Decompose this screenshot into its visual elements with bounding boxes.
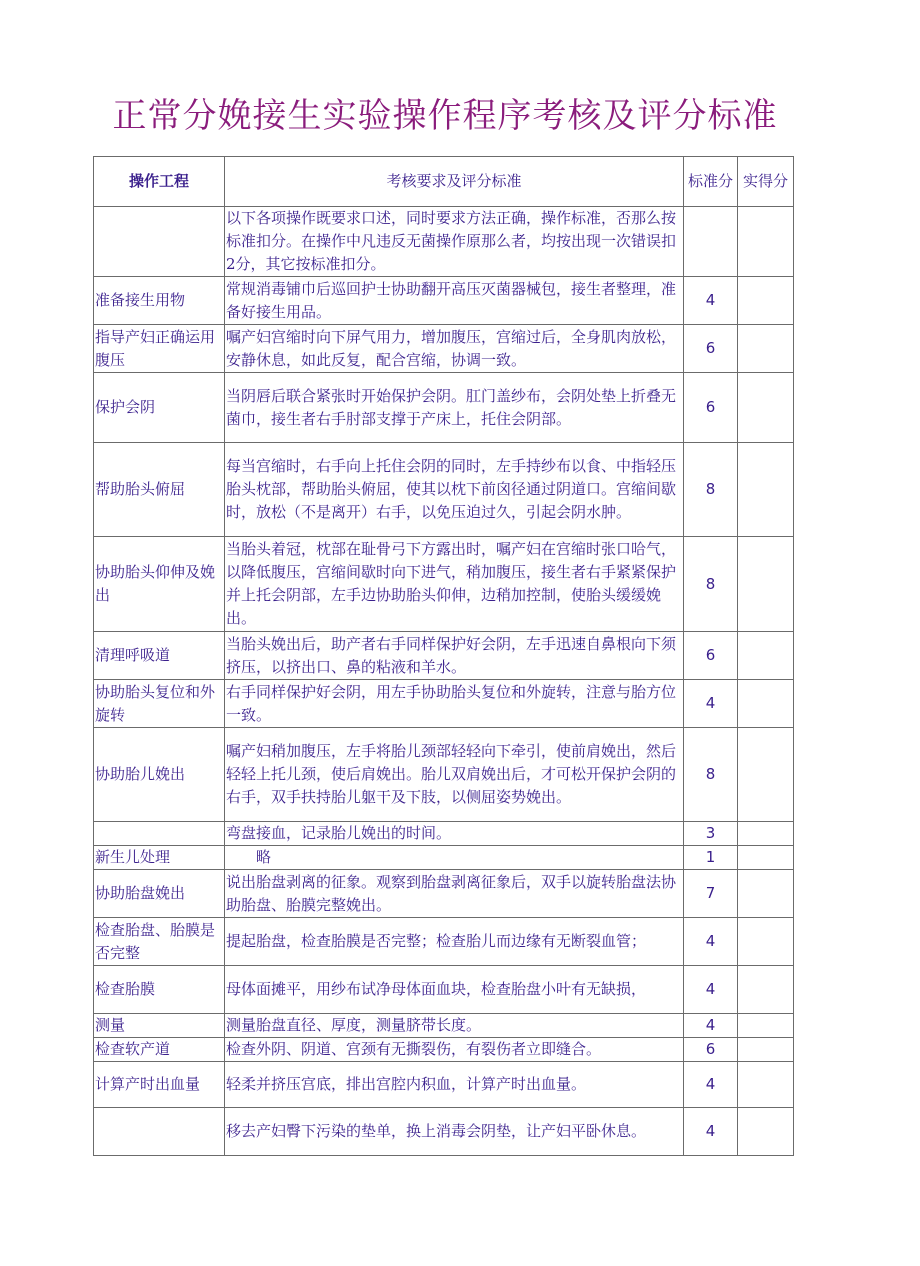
step-cell — [94, 822, 225, 846]
step-cell: 协助胎儿娩出 — [94, 728, 225, 822]
header-standard-score: 标准分 — [684, 157, 738, 207]
step-cell — [94, 1108, 225, 1156]
requirement-cell: 嘱产妇稍加腹压，左手将胎儿颈部轻轻向下牵引，使前肩娩出，然后轻轻上托儿颈，使后肩娩出。胎儿双肩娩出后，才可松开保护会阴的右手，双手扶持胎儿躯干及下肢，以侧屈姿势娩出。 — [225, 728, 684, 822]
actual-score-cell[interactable] — [738, 918, 794, 966]
requirement-cell: 移去产妇臀下污染的垫单，换上消毒会阴垫，让产妇平卧休息。 — [225, 1108, 684, 1156]
requirement-cell: 常规消毒铺巾后巡回护士协助翻开高压灭菌器械包，接生者整理，准备好接生用品。 — [225, 277, 684, 325]
table-row — [94, 1108, 794, 1156]
requirement-cell: 测量胎盘直径、厚度，测量脐带长度。 — [225, 1014, 684, 1038]
requirement-cell: 当阴唇后联合紧张时开始保护会阴。肛门盖纱布，会阴处垫上折叠无菌巾，接生者右手肘部支撑于产床上，托住会阴部。 — [225, 373, 684, 443]
standard-score-cell: 4 — [684, 1062, 738, 1108]
table-row — [94, 966, 794, 1014]
requirement-cell: 以下各项操作既要求口述，同时要求方法正确，操作标准，否那么按标准扣分。在操作中凡违反无菌操作原那么者，均按出现一次错误扣2分，其它按标准扣分。 — [225, 207, 684, 277]
requirement-cell: 提起胎盘，检查胎膜是否完整；检查胎儿而边缘有无断裂血管； — [225, 918, 684, 966]
actual-score-cell[interactable] — [738, 1038, 794, 1062]
actual-score-cell[interactable] — [738, 680, 794, 728]
standard-score-cell: 7 — [684, 870, 738, 918]
standard-score-cell: 6 — [684, 325, 738, 373]
standard-score-cell: 4 — [684, 277, 738, 325]
table-row — [94, 822, 794, 846]
table-row — [94, 680, 794, 728]
standard-score-cell: 4 — [684, 966, 738, 1014]
table-row — [94, 207, 794, 277]
step-cell: 协助胎头仰伸及娩出 — [94, 537, 225, 632]
actual-score-cell[interactable] — [738, 1108, 794, 1156]
standard-score-cell: 6 — [684, 373, 738, 443]
table-row — [94, 1014, 794, 1038]
standard-score-cell: 6 — [684, 1038, 738, 1062]
actual-score-cell[interactable] — [738, 966, 794, 1014]
standard-score-cell: 8 — [684, 443, 738, 537]
table-row — [94, 537, 794, 632]
standard-score-cell: 3 — [684, 822, 738, 846]
step-cell: 准备接生用物 — [94, 277, 225, 325]
actual-score-cell[interactable] — [738, 822, 794, 846]
step-cell: 新生儿处理 — [94, 846, 225, 870]
scoring-table — [93, 156, 794, 1156]
page-title: 正常分娩接生实验操作程序考核及评分标准 — [112, 96, 778, 136]
step-cell — [94, 207, 225, 277]
standard-score-cell: 1 — [684, 846, 738, 870]
table-row — [94, 918, 794, 966]
header-step: 操作工程 — [94, 157, 225, 207]
requirement-cell: 每当宫缩时，右手向上托住会阴的同时，左手持纱布以食、中指轻压胎头枕部，帮助胎头俯屈，使其以枕下前囟径通过阴道口。宫缩间歇时，放松（不是离开）右手，以免压迫过久，引起会阴水肿。 — [225, 443, 684, 537]
step-cell: 测量 — [94, 1014, 225, 1038]
standard-score-cell: 8 — [684, 728, 738, 822]
standard-score-cell: 4 — [684, 680, 738, 728]
step-cell: 协助胎头复位和外旋转 — [94, 680, 225, 728]
standard-score-cell — [684, 207, 738, 277]
actual-score-cell[interactable] — [738, 846, 794, 870]
table-header-row — [94, 157, 794, 207]
requirement-cell: 说出胎盘剥离的征象。观察到胎盘剥离征象后，双手以旋转胎盘法协助胎盘、胎膜完整娩出。 — [225, 870, 684, 918]
table-row — [94, 1038, 794, 1062]
actual-score-cell[interactable] — [738, 325, 794, 373]
standard-score-cell: 8 — [684, 537, 738, 632]
table-row — [94, 277, 794, 325]
actual-score-cell[interactable] — [738, 207, 794, 277]
requirement-cell: 右手同样保护好会阴，用左手协助胎头复位和外旋转，注意与胎方位一致。 — [225, 680, 684, 728]
table-row — [94, 632, 794, 680]
step-cell: 保护会阴 — [94, 373, 225, 443]
actual-score-cell[interactable] — [738, 632, 794, 680]
actual-score-cell[interactable] — [738, 728, 794, 822]
standard-score-cell: 6 — [684, 632, 738, 680]
actual-score-cell[interactable] — [738, 373, 794, 443]
actual-score-cell[interactable] — [738, 1014, 794, 1038]
actual-score-cell[interactable] — [738, 277, 794, 325]
table-row — [94, 325, 794, 373]
step-cell: 计算产时出血量 — [94, 1062, 225, 1108]
step-cell: 协助胎盘娩出 — [94, 870, 225, 918]
table-row — [94, 846, 794, 870]
actual-score-cell[interactable] — [738, 870, 794, 918]
requirement-cell: 轻柔并挤压宫底，排出宫腔内积血，计算产时出血量。 — [225, 1062, 684, 1108]
step-cell: 检查胎盘、胎膜是否完整 — [94, 918, 225, 966]
table-row — [94, 728, 794, 822]
actual-score-cell[interactable] — [738, 1062, 794, 1108]
step-cell: 清理呼吸道 — [94, 632, 225, 680]
requirement-cell: 弯盘接血，记录胎儿娩出的时间。 — [225, 822, 684, 846]
step-cell: 帮助胎头俯屈 — [94, 443, 225, 537]
standard-score-cell: 4 — [684, 918, 738, 966]
requirement-cell: 嘱产妇宫缩时向下屏气用力，增加腹压，宫缩过后，全身肌肉放松，安静休息，如此反复，配合宫缩，协调一致。 — [225, 325, 684, 373]
requirement-cell: 略 — [225, 846, 684, 870]
table-row — [94, 870, 794, 918]
header-requirement: 考核要求及评分标准 — [225, 157, 684, 207]
actual-score-cell[interactable] — [738, 537, 794, 632]
actual-score-cell[interactable] — [738, 443, 794, 537]
standard-score-cell: 4 — [684, 1108, 738, 1156]
requirement-cell: 当胎头着冠，枕部在耻骨弓下方露出时，嘱产妇在宫缩时张口哈气，以降低腹压，宫缩间歇时向下进气，稍加腹压，接生者右手紧紧保护并上托会阴部，左手边协助胎头仰伸，边稍加控制，使胎头缓缓娩出。 — [225, 537, 684, 632]
table-row — [94, 1062, 794, 1108]
header-actual-score: 实得分 — [738, 157, 794, 207]
standard-score-cell: 4 — [684, 1014, 738, 1038]
step-cell: 指导产妇正确运用腹压 — [94, 325, 225, 373]
step-cell: 检查软产道 — [94, 1038, 225, 1062]
step-cell: 检查胎膜 — [94, 966, 225, 1014]
requirement-cell: 母体面摊平，用纱布试净母体面血块，检查胎盘小叶有无缺损， — [225, 966, 684, 1014]
requirement-cell: 检查外阴、阴道、宫颈有无撕裂伤，有裂伤者立即缝合。 — [225, 1038, 684, 1062]
requirement-cell: 当胎头娩出后，助产者右手同样保护好会阴，左手迅速自鼻根向下须挤压，以挤出口、鼻的粘液和羊水。 — [225, 632, 684, 680]
table-row — [94, 373, 794, 443]
table-row — [94, 443, 794, 537]
